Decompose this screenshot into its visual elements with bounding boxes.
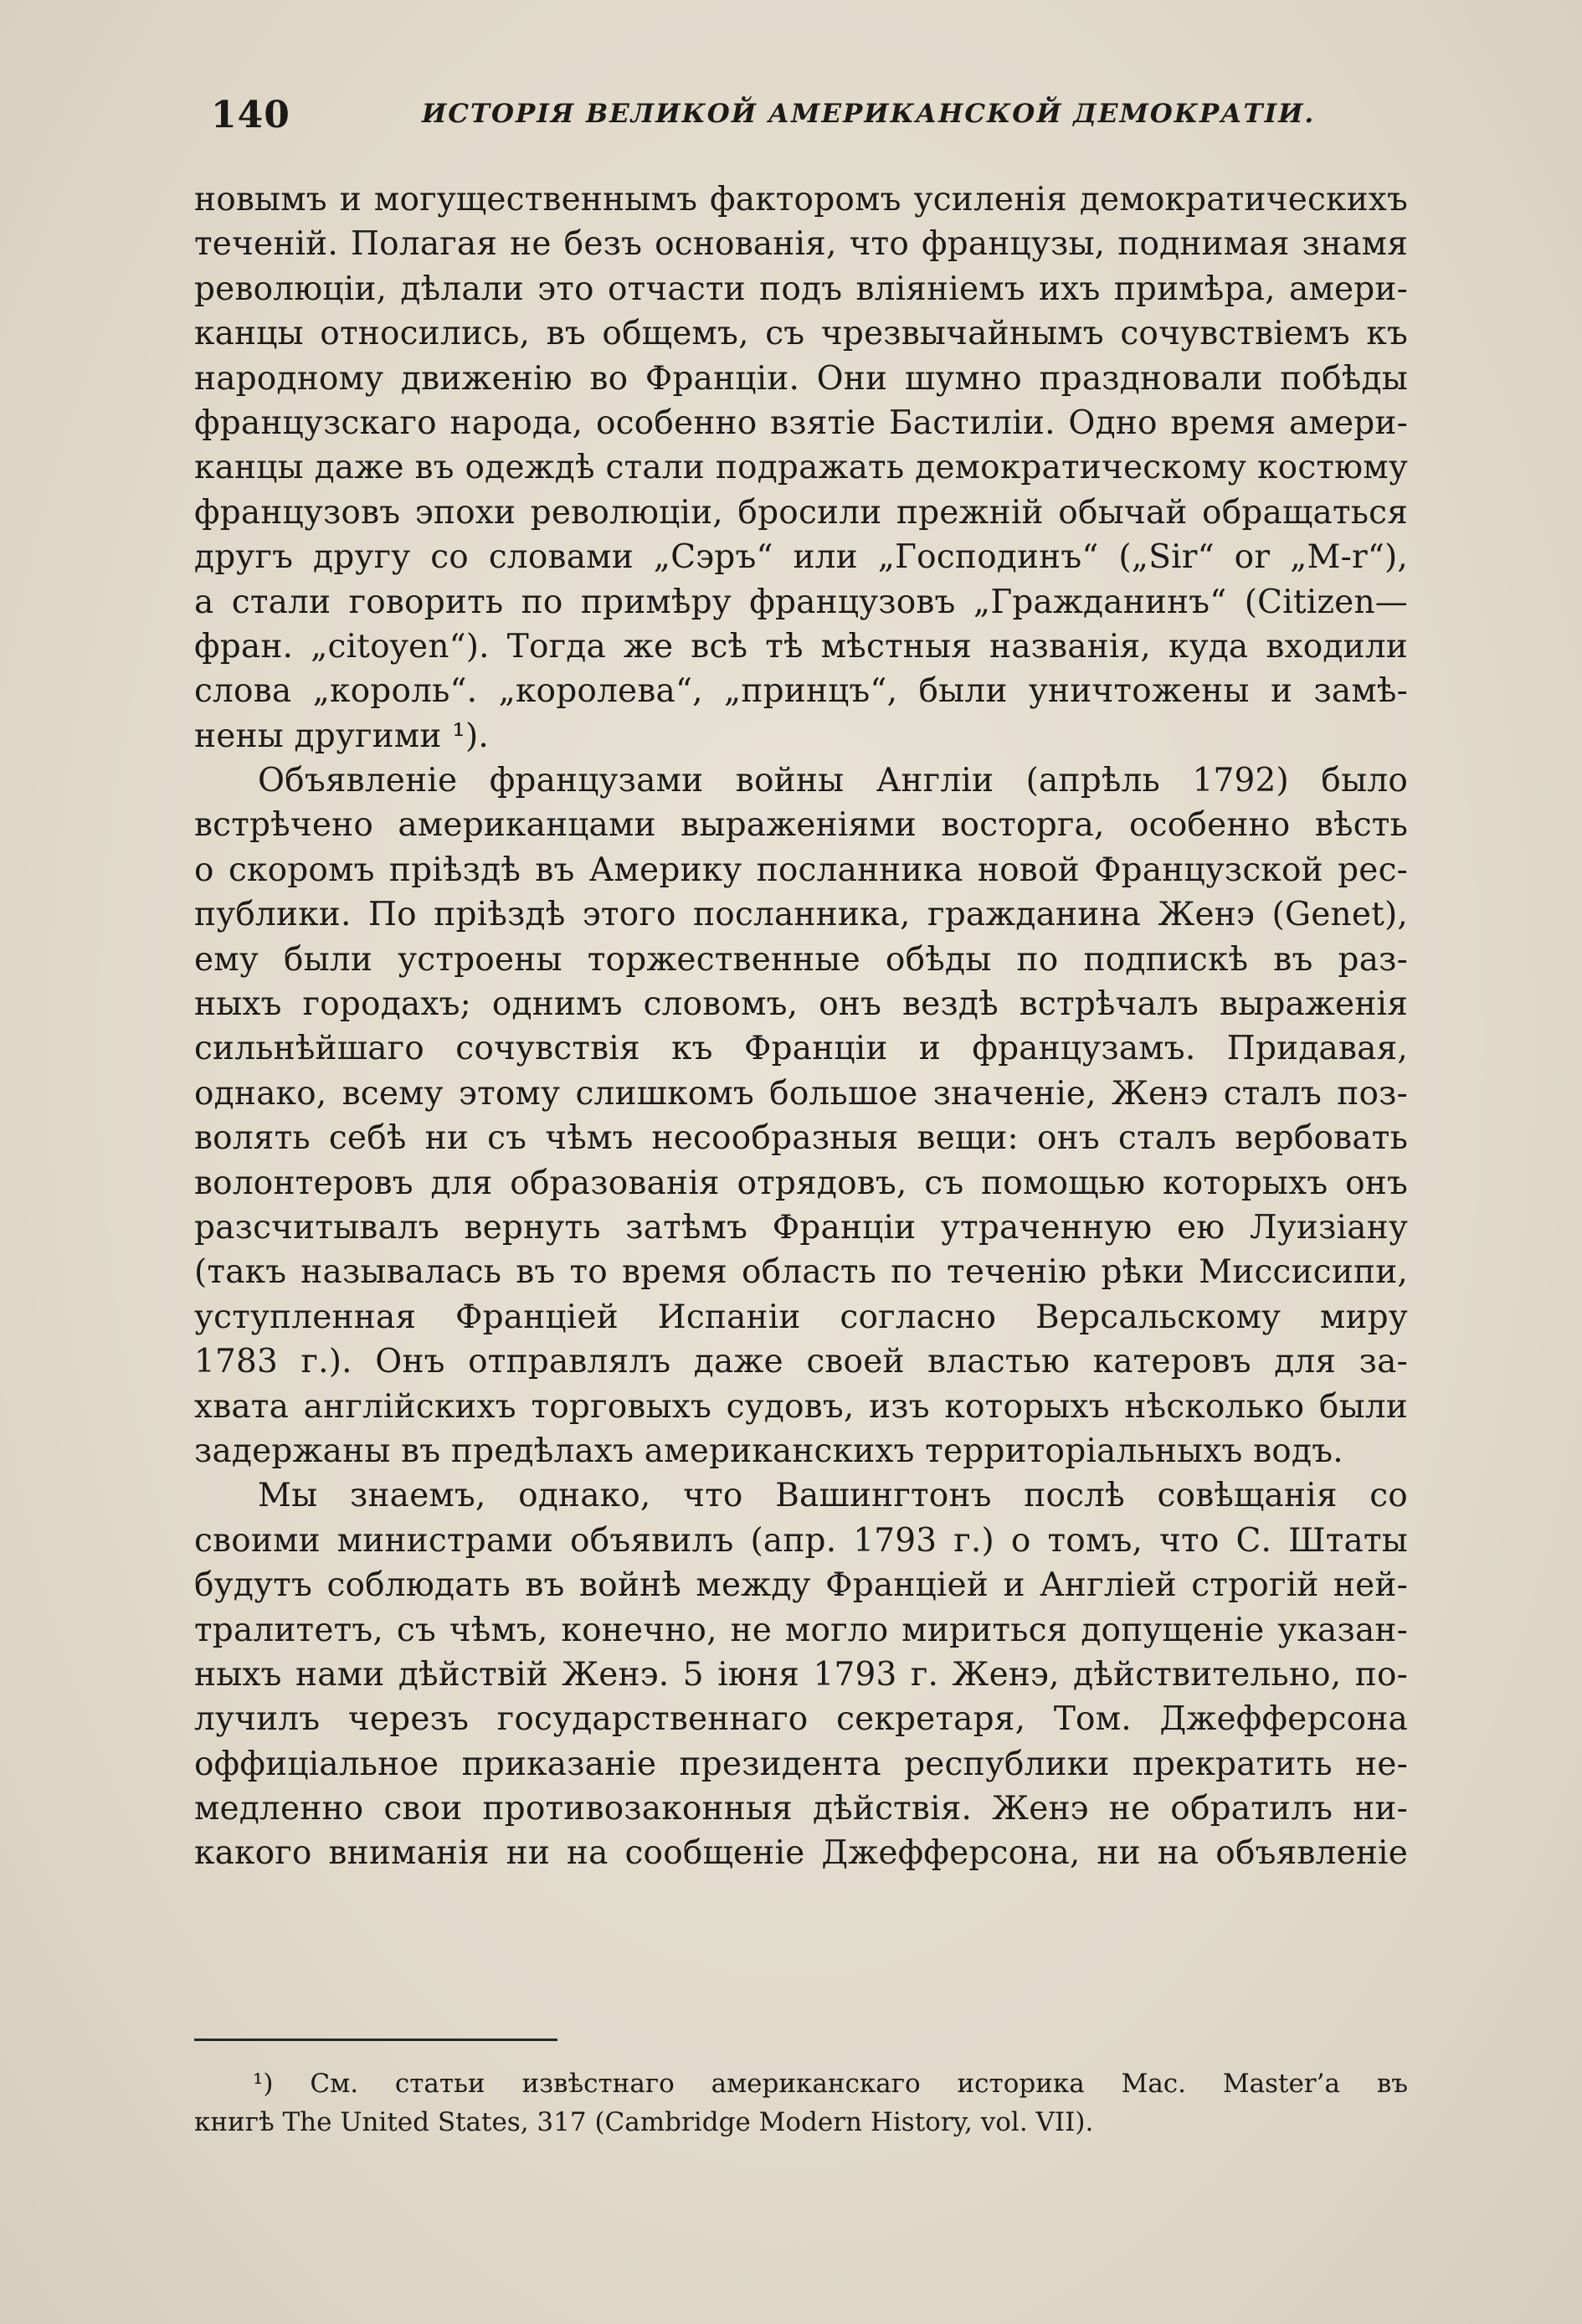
text-line: сильнѣйшаго сочувствія къ Франціи и французамъ. Придавая, xyxy=(194,1030,1408,1068)
page-number: 140 xyxy=(211,94,290,136)
text-line: фран. „citoyen“). Тогда же всѣ тѣ мѣстныя названія, куда входили xyxy=(194,627,1408,666)
text-line: а стали говорить по примѣру французовъ „Гражданинъ“ (Citizen— xyxy=(194,583,1408,621)
running-title: ИСТОРІЯ ВЕЛИКОЙ АМЕРИКАНСКОЙ ДЕМОКРАТІИ. xyxy=(422,99,1316,129)
footnote-divider xyxy=(194,2039,557,2041)
footnote-line: ¹) См. статьи извѣстнаго американскаго историка Mac. Master’а въ xyxy=(253,2069,1408,2099)
text-line: своими министрами объявилъ (апр. 1793 г.) о томъ, что С. Штаты xyxy=(194,1521,1408,1560)
page-header xyxy=(211,94,1408,144)
text-line: публики. По пріѣздѣ этого посланника, гражданина Женэ (Genet), xyxy=(194,896,1408,934)
text-line: канцы относились, въ общемъ, съ чрезвычайнымъ сочувствіемъ къ xyxy=(194,315,1408,353)
footnote xyxy=(194,2064,1408,2141)
text-line: народному движенію во Франціи. Они шумно праздновали побѣды xyxy=(194,359,1408,398)
text-line: французовъ эпохи революціи, бросили прежній обычай обращаться xyxy=(194,493,1408,532)
text-line: ныхъ нами дѣйствій Женэ. 5 іюня 1793 г. Женэ, дѣйствительно, по- xyxy=(194,1655,1408,1694)
text-line: будутъ соблюдать въ войнѣ между Франціей и Англіей строгій ней- xyxy=(194,1566,1408,1605)
paragraph-first-line: Мы знаемъ, однако, что Вашингтонъ послѣ совѣщанія со xyxy=(258,1477,1408,1515)
text-line: ему были устроены торжественные обѣды по подпискѣ въ раз- xyxy=(194,940,1408,979)
text-line: теченій. Полагая не безъ основанія, что французы, поднимая знамя xyxy=(194,225,1408,264)
text-line: задержаны въ предѣлахъ американскихъ территоріальныхъ водъ. xyxy=(194,1432,1343,1470)
text-line: волонтеровъ для образованія отрядовъ, съ помощью которыхъ онъ xyxy=(194,1164,1408,1202)
text-line: канцы даже въ одеждѣ стали подражать демократическому костюму xyxy=(194,449,1408,487)
text-line: (такъ называлась въ то время область по теченію рѣки Миссисипи, xyxy=(194,1253,1408,1292)
text-line: ныхъ городахъ; однимъ словомъ, онъ вездѣ встрѣчалъ выраженія xyxy=(194,985,1408,1024)
text-line: нены другими ¹). xyxy=(194,717,490,755)
text-line: волять себѣ ни съ чѣмъ несообразныя вещи: онъ сталъ вербовать xyxy=(194,1119,1408,1158)
text-line: слова „король“. „королева“, „принцъ“, были уничтожены и замѣ- xyxy=(194,672,1408,711)
text-line: французскаго народа, особенно взятіе Бастиліи. Одно время амери- xyxy=(194,404,1408,442)
text-line: 1783 г.). Онъ отправлялъ даже своей властью катеровъ для за- xyxy=(194,1343,1408,1381)
text-line: медленно свои противозаконныя дѣйствія. Женэ не обратилъ ни- xyxy=(194,1790,1408,1828)
text-line: революціи, дѣлали это отчасти подъ вліяніемъ ихъ примѣра, амери- xyxy=(194,270,1408,308)
text-line: уступленная Франціей Испаніи согласно Версальскому миру xyxy=(194,1298,1408,1336)
text-line: какого вниманія ни на сообщеніе Джефферсона, ни на объявленіе xyxy=(194,1834,1408,1873)
text-line: однако, всему этому слишкомъ большое значеніе, Женэ сталъ поз- xyxy=(194,1074,1408,1113)
body-text xyxy=(194,177,1408,1876)
text-line: разсчитывалъ вернуть затѣмъ Франціи утраченную ею Луизіану xyxy=(194,1208,1408,1247)
text-line: новымъ и могущественнымъ факторомъ усиленія демократическихъ xyxy=(194,181,1408,219)
text-line: лучилъ черезъ государственнаго секретаря, Том. Джефферсона xyxy=(194,1700,1408,1739)
text-line: оффиціальное приказаніе президента республики прекратить не- xyxy=(194,1745,1408,1783)
text-line: тралитетъ, съ чѣмъ, конечно, не могло мириться допущеніе указан- xyxy=(194,1611,1408,1649)
text-line: хвата англійскихъ торговыхъ судовъ, изъ которыхъ нѣсколько были xyxy=(194,1387,1408,1426)
text-line: встрѣчено американцами выраженіями восторга, особенно вѣсть xyxy=(194,806,1408,845)
paragraph-first-line: Объявленіе французами войны Англіи (апрѣль 1792) было xyxy=(258,762,1408,800)
footnote-line: книгѣ The United States, 317 (Cambridge Modern History, vol. VII). xyxy=(194,2107,1094,2137)
text-line: другъ другу со словами „Сэръ“ или „Господинъ“ („Sir“ or „M-r“), xyxy=(194,538,1408,577)
text-line: о скоромъ пріѣздѣ въ Америку посланника новой Французской рес- xyxy=(194,851,1408,889)
